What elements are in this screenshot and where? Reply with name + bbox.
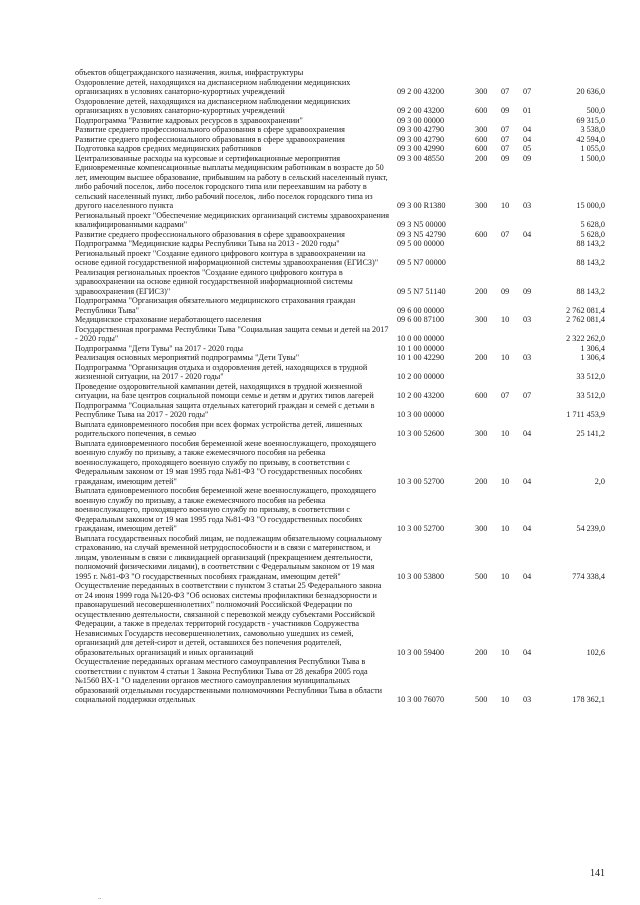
row-vr-cell: 300 (475, 315, 488, 324)
row-sum-cell: 69 315,0 (576, 115, 605, 125)
row-vr-cell: 200 (475, 153, 488, 163)
row-csr-cell (397, 68, 475, 78)
row-rz-cell: 10 (501, 524, 510, 533)
row-csr-cell: 10 3 00 53800 (397, 571, 445, 581)
row-sum-cell: 88 143,2 (576, 239, 605, 248)
row-name-cell: Подготовка кадров средних медицинских работников (75, 144, 262, 153)
row-csr-cell: 10 3 00 59400 (397, 647, 445, 657)
row-pr-cell: 04 (523, 125, 532, 134)
row-csr-cell: 10 0 00 00000 (397, 334, 445, 343)
row-csr-cell: 09 5 N7 51140 (397, 286, 446, 296)
row-sum-cell: 178 362,1 (572, 695, 605, 704)
row-name-cell: Развитие среднего профессионального образования в сфере здравоохранения (75, 229, 345, 239)
row-name-cell: Выплата единовременного пособия при всех формах устройства детей, лишенных родительского попечения, в семью (75, 419, 363, 438)
row-name-cell: Медицинское страхование неработающего населения (75, 315, 262, 324)
row-csr-cell: 10 3 00 52600 (397, 429, 445, 438)
row-pr-cell (523, 344, 545, 354)
row-vr-cell (475, 401, 501, 420)
row-sum-cell: 2 322 262,0 (566, 334, 605, 343)
table-row (75, 486, 605, 534)
row-name-cell: Подпрограмма "Дети Тувы" на 2017 - 2020 годы (75, 343, 244, 353)
row-pr-cell (523, 363, 545, 382)
row-vr-cell: 300 (475, 429, 488, 438)
row-vr-cell (475, 68, 501, 78)
row-name-cell: Реализация основных мероприятий подпрограммы "Дети Тувы" (75, 353, 300, 362)
row-sum-cell: 42 594,0 (576, 134, 605, 144)
row-name-cell: Выплата государственных пособий лицам, не подлежащим обязательному социальному страхованию, на случай временной нетрудоспособности и в связи с материнством, и лицам, уволенным в связи с ликвидацией организаций (прекращением деятельности, полномочий физическими лицами), в соответствии с Федеральным законом от 19 мая 1995 г. №81-ФЗ "О государственных пособиях гражданам, имеющим детей" (75, 533, 383, 581)
row-sum-cell: 500,0 (586, 106, 605, 115)
row-sum-cell: 2,0 (594, 476, 605, 486)
row-name-cell: Выплата единовременного пособия беременной жене военнослужащего, проходящего военную службу по призыву, а также ежемесячного пособия на ребенка военнослужащего, проходящего военную службу по призыву, в соответствии с Федеральным законом от 19 мая 1995 года №81-ФЗ "О государственных пособиях гражданам, имеющим детей" (75, 438, 376, 486)
row-pr-cell: 03 (523, 695, 532, 704)
row-pr-cell: 04 (523, 229, 532, 239)
row-name-cell: Централизованные расходы на курсовые и сертификационные мероприятия (75, 153, 341, 163)
row-name-cell: Осуществление переданных органам местного самоуправления Республики Тыва в соответствии с пунктом 4 статьи 1 Закона Республики Тыва от 28 декабря 2005 года №1560 ВХ-1 "О наделении органов местного самоуправления муниципальных образований отдельными государственными полномочиями Республики Тыва в области социальной поддержки отдельных (75, 657, 383, 704)
row-rz-cell (501, 401, 523, 420)
row-sum-cell: 1 055,0 (580, 144, 605, 153)
row-name-cell: Развитие среднего профессионального образования в сфере здравоохранения (75, 125, 345, 134)
row-pr-cell: 09 (523, 286, 532, 296)
row-pr-cell: 07 (523, 87, 532, 96)
row-sum-cell: 88 143,2 (576, 258, 605, 267)
row-pr-cell (523, 211, 545, 230)
budget-table (75, 68, 605, 705)
row-csr-cell: 10 3 00 52700 (397, 476, 445, 486)
table-row (75, 78, 605, 97)
table-row (75, 296, 605, 315)
table-row (75, 125, 605, 135)
table-row (75, 230, 605, 240)
row-name-cell: Реализация региональных проектов "Создание единого цифрового контура в здравоохранении на основе единой государственной информационной системы здравоохранения (ЕГИСЗ)" (75, 267, 353, 296)
row-pr-cell: 05 (523, 144, 532, 153)
row-sum-cell: 2 762 081,4 (566, 315, 605, 324)
row-vr-cell: 500 (475, 571, 488, 581)
row-pr-cell: 09 (523, 153, 532, 163)
row-csr-cell: 09 3 00 48550 (397, 153, 445, 163)
row-sum-cell: 88 143,2 (576, 286, 605, 296)
row-name-cell: Государственная программа Республики Тыва "Социальная защита семьи и детей на 2017 - 2020 годы" (75, 324, 389, 343)
row-name-cell: Региональный проект "Обеспечение медицинских организаций системы здравоохранения квалифицированными кадрами" (75, 210, 389, 229)
row-name-cell: Осуществление переданных в соответствии с пунктом 3 статьи 25 Федерального закона от 24 июня 1999 года №120-ФЗ "Об основах системы профилактики безнадзорности и правонарушений несовершеннолетних" полномочий Российской Федерации по осуществлению деятельности, связанной с перевозкой между субъектами Российской Федерации, а также в пределах территорий государств - участников Содружества Независимых Государств несовершеннолетних, самовольно ушедших из семей, организаций для детей-сирот и детей, оставшихся без попечения родителей, образовательных организаций и иных организаций (75, 581, 382, 657)
row-rz-cell: 10 (501, 353, 510, 362)
row-csr-cell: 10 1 00 42290 (397, 353, 445, 362)
row-vr-cell (475, 211, 501, 230)
row-pr-cell (523, 116, 545, 126)
table-row (75, 363, 605, 382)
row-pr-cell (523, 296, 545, 315)
row-vr-cell (475, 116, 501, 126)
row-name-cell: Подпрограмма "Социальная защита отдельных категорий граждан и семей с детьми в Республике Тыва на 2017 - 2020 годы" (75, 400, 375, 419)
row-pr-cell: 03 (523, 353, 532, 362)
row-rz-cell (501, 363, 523, 382)
row-rz-cell (501, 296, 523, 315)
row-rz-cell: 07 (501, 144, 510, 153)
table-row (75, 353, 605, 363)
row-sum-cell: 15 000,0 (576, 201, 605, 210)
table-row (75, 97, 605, 116)
row-name-cell: Оздоровление детей, находящихся на диспансерном наблюдении медицинских организациях в условиях санаторно-курортных учреждений (75, 96, 351, 115)
row-csr-cell: 09 6 00 00000 (397, 305, 445, 315)
row-csr-cell: 10 1 00 00000 (397, 343, 445, 353)
row-rz-cell: 10 (501, 315, 510, 324)
row-pr-cell: 04 (523, 429, 532, 438)
row-sum-cell: 25 141,2 (576, 429, 605, 438)
row-vr-cell (475, 249, 501, 268)
row-vr-cell (475, 325, 501, 344)
row-rz-cell: 07 (501, 134, 510, 144)
row-rz-cell: 09 (501, 106, 510, 115)
table-row (75, 534, 605, 582)
row-rz-cell: 09 (501, 286, 510, 296)
row-csr-cell: 09 5 00 00000 (397, 239, 445, 248)
row-rz-cell (501, 68, 523, 78)
row-pr-cell (523, 239, 545, 249)
row-vr-cell: 200 (475, 286, 488, 296)
row-name-cell: Выплата единовременного пособия беременной жене военнослужащего, проходящего военную службу по призыву, а также ежемесячного пособия на ребенка военнослужащего, проходящего военную службу по призыву, в соответствии с Федеральным законом от 19 мая 1995 года №81-ФЗ "О государственных пособиях гражданам, имеющим детей" (75, 486, 376, 533)
row-vr-cell (475, 239, 501, 249)
row-name-cell: Проведение оздоровительной кампании детей, находящихся в трудной жизненной ситуации, на базе центров социальной помощи семье и детям и других типов лагерей (75, 381, 374, 400)
row-csr-cell: 09 3 00 42790 (397, 125, 445, 134)
row-csr-cell: 10 3 00 76070 (397, 695, 445, 704)
row-rz-cell (501, 249, 523, 268)
row-csr-cell: 09 5 N7 00000 (397, 258, 446, 267)
row-sum-cell: 1 500,0 (580, 153, 605, 163)
row-rz-cell (501, 325, 523, 344)
table-row (75, 239, 605, 249)
row-sum-cell: 1 306,4 (580, 343, 605, 353)
table-body (75, 68, 605, 705)
row-vr-cell: 600 (475, 134, 488, 144)
row-rz-cell (501, 211, 523, 230)
row-name-cell: Единовременные компенсационные выплаты медицинским работникам в возрасте до 50 лет, имеющим высшее образование, прибывшим на работу в сельский населенный пункт, либо рабочий поселок, либо поселок городского типа или переехавшим на работу в сельский населенный пункт, либо рабочий поселок, либо поселок городского типа из другого населенного пункта (75, 163, 388, 210)
row-rz-cell: 09 (501, 153, 510, 163)
row-csr-cell: 09 3 00 00000 (397, 115, 445, 125)
row-rz-cell (501, 344, 523, 354)
row-sum-cell: 2 762 081,4 (566, 305, 605, 315)
row-csr-cell: 09 6 00 87100 (397, 315, 445, 324)
row-rz-cell (501, 116, 523, 126)
row-vr-cell: 300 (475, 87, 488, 96)
table-row (75, 68, 605, 78)
table-row (75, 401, 605, 420)
row-rz-cell (501, 239, 523, 249)
row-sum-cell: 3 538,0 (580, 125, 605, 134)
row-csr-cell: 09 3 00 42790 (397, 134, 445, 144)
row-name-cell: объектов общегражданского назначения, жилья, инфраструктуры (75, 68, 304, 77)
table-row (75, 249, 605, 268)
row-csr-cell: 09 3 00 42990 (397, 144, 445, 153)
row-sum-cell: 5 628,0 (580, 220, 605, 229)
row-pr-cell: 03 (523, 315, 532, 324)
row-sum-cell: 774 338,4 (572, 571, 605, 581)
row-pr-cell: 01 (523, 106, 532, 115)
row-sum-cell: 1 711 453,9 (566, 410, 605, 419)
row-csr-cell: 10 2 00 43200 (397, 391, 445, 400)
row-vr-cell: 200 (475, 647, 488, 657)
page-number: 141 (590, 868, 605, 879)
row-rz-cell: 07 (501, 87, 510, 96)
row-rz-cell: 07 (501, 229, 510, 239)
row-sum-cell: 20 636,0 (576, 87, 605, 96)
row-pr-cell: 04 (523, 571, 532, 581)
row-name-cell: Региональный проект "Создание единого цифрового контура в здравоохранении на основе единой государственной информационной системы здравоохранения (ЕГИСЗ)" (75, 248, 379, 267)
row-rz-cell: 10 (501, 647, 510, 657)
row-csr-cell: 09 3 N5 00000 (397, 220, 446, 229)
table-row (75, 163, 605, 211)
row-pr-cell: 07 (523, 391, 532, 400)
table-row (75, 581, 605, 657)
table-row (75, 144, 605, 154)
row-pr-cell (523, 325, 545, 344)
row-rz-cell: 10 (501, 571, 510, 581)
row-rz-cell: 10 (501, 429, 510, 438)
row-rz-cell: 10 (501, 695, 510, 704)
table-row (75, 420, 605, 439)
row-csr-cell: 09 3 N5 42790 (397, 229, 446, 239)
row-name-cell: Оздоровление детей, находящихся на диспансерном наблюдении медицинских организациях в условиях санаторно-курортных учреждений (75, 77, 351, 96)
row-vr-cell: 300 (475, 201, 488, 210)
row-pr-cell: 04 (523, 476, 532, 486)
row-sum-cell: 54 239,0 (576, 524, 605, 533)
table-row (75, 211, 605, 230)
row-vr-cell: 300 (475, 524, 488, 533)
row-name-cell: Подпрограмма "Медицинские кадры Республики Тыва на 2013 - 2020 годы" (75, 239, 340, 248)
row-pr-cell: 03 (523, 201, 532, 210)
row-vr-cell (475, 344, 501, 354)
row-vr-cell: 500 (475, 695, 488, 704)
row-vr-cell: 600 (475, 229, 488, 239)
row-vr-cell: 600 (475, 391, 488, 400)
table-row (75, 135, 605, 145)
row-name-cell: Подпрограмма "Развитие кадровых ресурсов в здравоохранении" (75, 115, 303, 125)
row-csr-cell: 10 3 00 52700 (397, 524, 445, 533)
row-sum-cell: 33 512,0 (576, 391, 605, 400)
row-csr-cell: 09 3 00 R1380 (397, 201, 446, 210)
table-row (75, 325, 605, 344)
table-row (75, 154, 605, 164)
row-sum-cell: 5 628,0 (580, 229, 605, 239)
row-rz-cell: 07 (501, 391, 510, 400)
row-csr-cell: 10 3 00 00000 (397, 410, 445, 419)
row-name-cell: Подпрограмма "Организация отдыха и оздоровления детей, находящихся в трудной жизненной ситуации, на 2017 - 2020 годы" (75, 362, 368, 381)
row-name-cell: Развитие среднего профессионального образования в сфере здравоохранения (75, 134, 345, 144)
row-rz-cell: 10 (501, 476, 510, 486)
table-row (75, 116, 605, 126)
row-pr-cell: 04 (523, 647, 532, 657)
table-row (75, 268, 605, 297)
table-row (75, 439, 605, 487)
row-sum-cell: 1 306,4 (580, 353, 605, 362)
table-row (75, 344, 605, 354)
table-row (75, 657, 605, 705)
row-vr-cell (475, 296, 501, 315)
row-csr-cell: 10 2 00 00000 (397, 372, 445, 381)
row-pr-cell (523, 401, 545, 420)
row-pr-cell (523, 68, 545, 78)
row-vr-cell: 600 (475, 106, 488, 115)
row-vr-cell: 200 (475, 476, 488, 486)
row-sum-cell: 102,6 (586, 647, 605, 657)
row-pr-cell: 04 (523, 524, 532, 533)
row-sum-cell: 33 512,0 (576, 372, 605, 381)
row-vr-cell: 300 (475, 125, 488, 134)
row-csr-cell: 09 2 00 43200 (397, 106, 445, 115)
row-pr-cell (523, 249, 545, 268)
table-row (75, 382, 605, 401)
footer-mark: .. (98, 893, 102, 901)
row-rz-cell: 07 (501, 125, 510, 134)
row-sum-cell (545, 68, 605, 78)
row-name-cell: Подпрограмма "Организация обязательного медицинского страхования граждан Республики Тыва" (75, 296, 356, 315)
row-vr-cell (475, 363, 501, 382)
row-vr-cell: 200 (475, 353, 488, 362)
table-row (75, 315, 605, 325)
row-csr-cell: 09 2 00 43200 (397, 87, 445, 96)
row-vr-cell: 600 (475, 144, 488, 153)
row-pr-cell: 04 (523, 134, 532, 144)
row-rz-cell: 10 (501, 201, 510, 210)
